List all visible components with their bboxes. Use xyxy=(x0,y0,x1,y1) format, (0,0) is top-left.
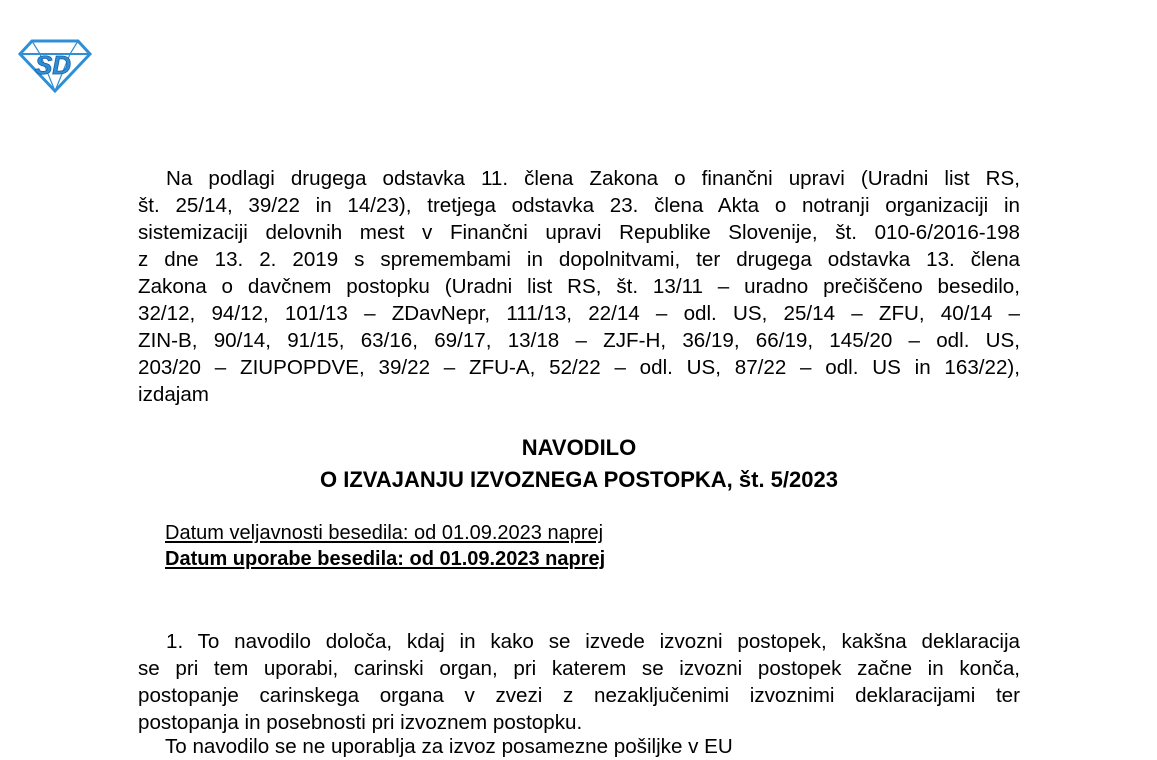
usage-date: Datum uporabe besedila: od 01.09.2023 naprej xyxy=(165,548,606,570)
validity-date: Datum veljavnosti besedila: od 01.09.2023 naprej xyxy=(165,522,604,544)
intro-line: št. 25/14, 39/22 in 14/23), tretjega odstavka 23. člena Akta o notranji organizaciji in xyxy=(138,194,1020,217)
paragraph-1 xyxy=(138,628,1020,736)
intro-line: ZIN-B, 90/14, 91/15, 63/16, 69/17, 13/18 – ZJF-H, 36/19, 66/19, 145/20 – odl. US, xyxy=(138,329,1020,352)
paragraph-line: postopanje carinskega organa v zvezi z nezaključenimi izvoznimi deklaracijami ter xyxy=(138,684,1020,707)
intro-line: Zakona o davčnem postopku (Uradni list RS, št. 13/11 – uradno prečiščeno besedilo, xyxy=(138,275,1020,298)
intro-line: 203/20 – ZIUPOPDVE, 39/22 – ZFU-A, 52/22 – odl. US, 87/22 – odl. US in 163/22), xyxy=(138,356,1020,379)
title-line-2: O IZVAJANJU IZVOZNEGA POSTOPKA, št. 5/2023 xyxy=(320,467,838,492)
sd-diamond-logo-icon xyxy=(18,38,92,94)
intro-line: Na podlagi drugega odstavka 11. člena Zakona o finančni upravi (Uradni list RS, xyxy=(166,167,1020,190)
intro-line: z dne 13. 2. 2019 s spremembami in dopolnitvami, ter drugega odstavka 13. člena xyxy=(138,248,1020,271)
paragraph-line: se pri tem uporabi, carinski organ, pri katerem se izvozni postopek začne in konča, xyxy=(138,657,1020,680)
intro-line: izdajam xyxy=(138,383,209,406)
intro-paragraph xyxy=(138,165,1020,408)
validity-dates xyxy=(165,520,605,572)
paragraph-line: postopanja in posebnosti pri izvoznem postopku. xyxy=(138,711,583,734)
title-line-1: NAVODILO xyxy=(521,435,637,460)
paragraph-line: 1. To navodilo določa, kdaj in kako se izvede izvozni postopek, kakšna deklaracija xyxy=(166,630,1020,653)
intro-line: sistemizaciji delovnih mest v Finančni upravi Republike Slovenije, št. 010-6/2016-198 xyxy=(138,221,1020,244)
logo-letters: SD xyxy=(34,50,72,80)
intro-line: 32/12, 94/12, 101/13 – ZDavNepr, 111/13, 22/14 – odl. US, 25/14 – ZFU, 40/14 – xyxy=(138,302,1020,325)
document-title xyxy=(138,432,1020,496)
cutoff-line: To navodilo se ne uporablja za izvoz posamezne pošiljke v EU xyxy=(165,735,733,758)
